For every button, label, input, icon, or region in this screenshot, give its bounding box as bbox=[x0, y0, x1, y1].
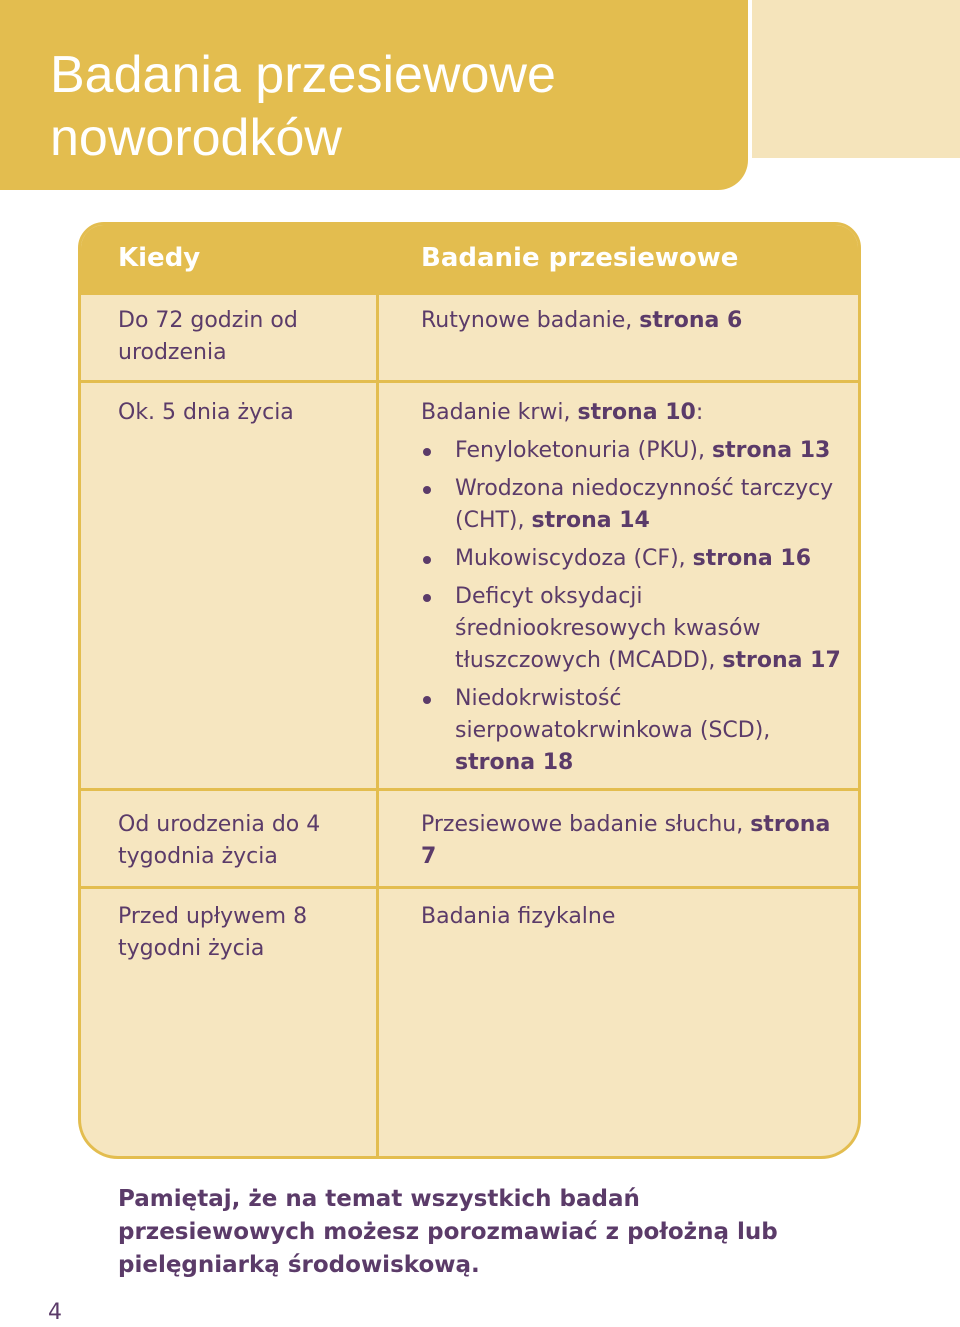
header-when: Kiedy bbox=[118, 243, 201, 273]
corner-accent-block bbox=[752, 0, 960, 158]
screening-table bbox=[78, 222, 861, 1159]
disease-list bbox=[421, 435, 851, 779]
row-divider bbox=[81, 380, 858, 383]
page-reference: strona 14 bbox=[531, 508, 650, 533]
list-item: Wrodzona niedoczynność tarczycy (CHT), strona 14 bbox=[421, 473, 851, 537]
row-2-when: Ok. 5 dnia życia bbox=[118, 400, 294, 425]
column-divider bbox=[376, 225, 379, 1156]
list-item: Fenyloketonuria (PKU), strona 13 bbox=[421, 435, 851, 467]
row-1-test: Rutynowe badanie, strona 6 bbox=[421, 308, 743, 333]
row-divider bbox=[81, 886, 858, 889]
page-reference: strona 7 bbox=[421, 812, 831, 869]
row-3-when: Od urodzenia do 4 tygodnia życia bbox=[118, 812, 321, 869]
bullet-icon bbox=[423, 448, 431, 456]
row-1-when: Do 72 godzin od urodzenia bbox=[118, 308, 298, 365]
reminder-note: Pamiętaj, że na temat wszystkich badań przesiewowych możesz porozmawiać z położną lub pielęgniarką środowiskową. bbox=[118, 1186, 778, 1278]
bullet-icon bbox=[423, 556, 431, 564]
row-4-test: Badania fizykalne bbox=[421, 904, 616, 929]
row-2-test-intro: Badanie krwi, strona 10: bbox=[421, 400, 704, 425]
bullet-icon bbox=[423, 594, 431, 602]
page-reference: strona 18 bbox=[455, 750, 574, 775]
list-item: Deficyt oksydacji średniookresowych kwasów tłuszczowych (MCADD), strona 17 bbox=[421, 581, 851, 677]
page-reference: strona 13 bbox=[711, 438, 831, 463]
bullet-icon bbox=[423, 486, 431, 494]
list-item: Mukowiscydoza (CF), strona 16 bbox=[421, 543, 851, 575]
row-2-test bbox=[421, 397, 851, 785]
bullet-icon bbox=[423, 696, 431, 704]
row-divider bbox=[81, 788, 858, 791]
page-reference: strona 6 bbox=[639, 308, 743, 333]
header-test: Badanie przesiewowe bbox=[421, 243, 739, 273]
row-4-when: Przed upływem 8 tygodni życia bbox=[118, 904, 308, 961]
page-reference: strona 16 bbox=[692, 546, 811, 571]
page-number: 4 bbox=[48, 1300, 62, 1325]
page-title: Badania przesiewowe noworodków bbox=[50, 46, 556, 167]
page-reference: strona 17 bbox=[722, 648, 841, 673]
row-3-test: Przesiewowe badanie słuchu, strona 7 bbox=[421, 812, 831, 869]
list-item: Niedokrwistość sierpowatokrwinkowa (SCD), strona 18 bbox=[421, 683, 851, 779]
header-banner bbox=[0, 0, 748, 190]
page-reference: strona 10 bbox=[577, 400, 696, 425]
